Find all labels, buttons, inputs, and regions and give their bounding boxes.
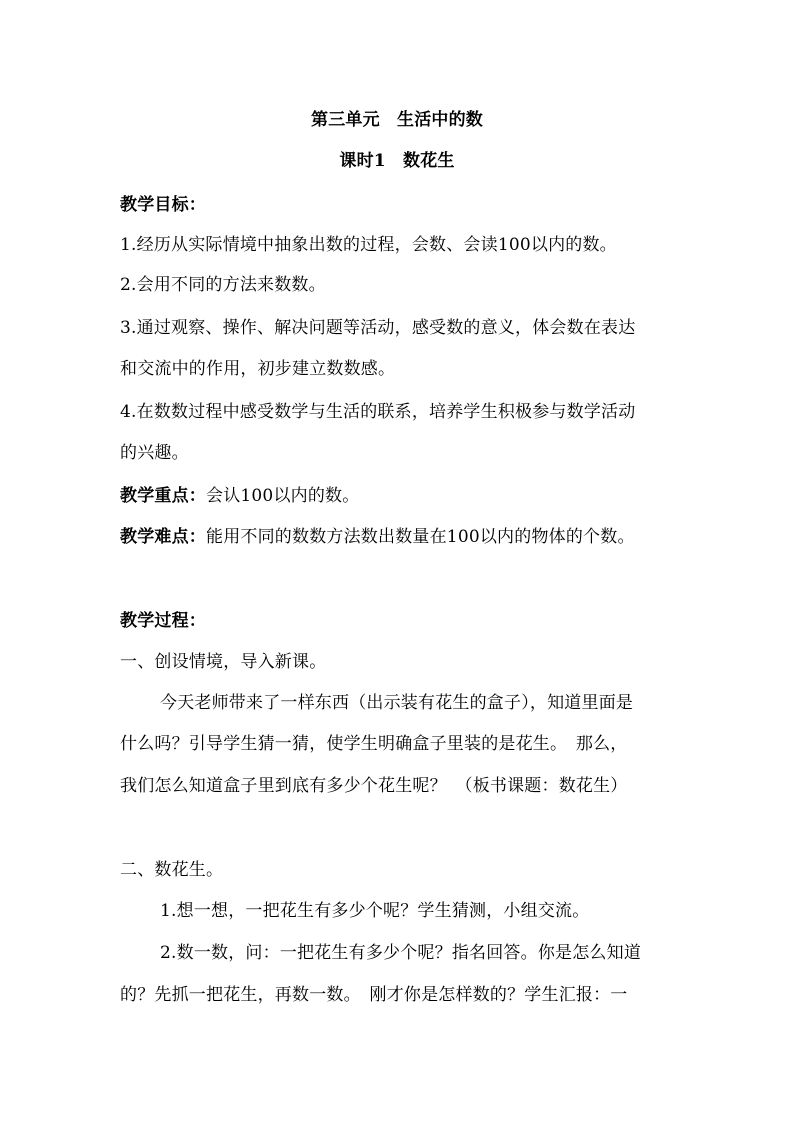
- section2-line: 1.想一想，一把花生有多少个呢？学生猜测，小组交流。: [160, 901, 590, 921]
- section2-line: 2.数一数，问：一把花生有多少个呢？指名回答。你是怎么知道: [160, 943, 642, 963]
- objective-line: 4.在数数过程中感受数学与生活的联系，培养学生积极参与数学活动: [120, 402, 636, 422]
- objective-line: 和交流中的作用，初步建立数数感。: [120, 359, 396, 379]
- key-point-row: [120, 484, 359, 508]
- section2-heading: 二、数花生。: [120, 860, 224, 880]
- objective-line: 3.通过观察、操作、解决问题等活动，感受数的意义，体会数在表达: [120, 318, 636, 338]
- lesson-title: 课时1 数花生: [339, 151, 455, 171]
- section1-line: 我们怎么知道盒子里到底有多少个花生呢？ （板书课题：数花生）: [120, 776, 628, 796]
- difficulty-label: 教学难点：: [120, 527, 206, 547]
- key-point-text: 会认100以内的数。: [206, 486, 360, 506]
- objectives-heading: 教学目标：: [120, 195, 206, 215]
- objective-line: 1.经历从实际情境中抽象出数的过程，会数、会读100以内的数。: [120, 235, 617, 255]
- difficulty-text: 能用不同的数数方法数出数量在100以内的物体的个数。: [206, 527, 635, 547]
- difficulty-row: [120, 525, 635, 549]
- unit-title: 第三单元 生活中的数: [311, 110, 483, 130]
- section1-heading: 一、创设情境，导入新课。: [120, 652, 327, 672]
- process-heading: 教学过程：: [120, 611, 206, 631]
- section1-line: 什么吗？引导学生猜一猜，使学生明确盒子里装的是花生。 那么，: [120, 734, 628, 754]
- objective-line: 的兴趣。: [120, 443, 189, 463]
- section2-line: 的？先抓一把花生，再数一数。 刚才你是怎样数的？学生汇报：一: [120, 985, 628, 1005]
- objective-line: 2.会用不同的方法来数数。: [120, 275, 326, 295]
- key-point-label: 教学重点：: [120, 486, 206, 506]
- section1-line: 今天老师带来了一样东西（出示装有花生的盒子），知道里面是: [160, 693, 634, 713]
